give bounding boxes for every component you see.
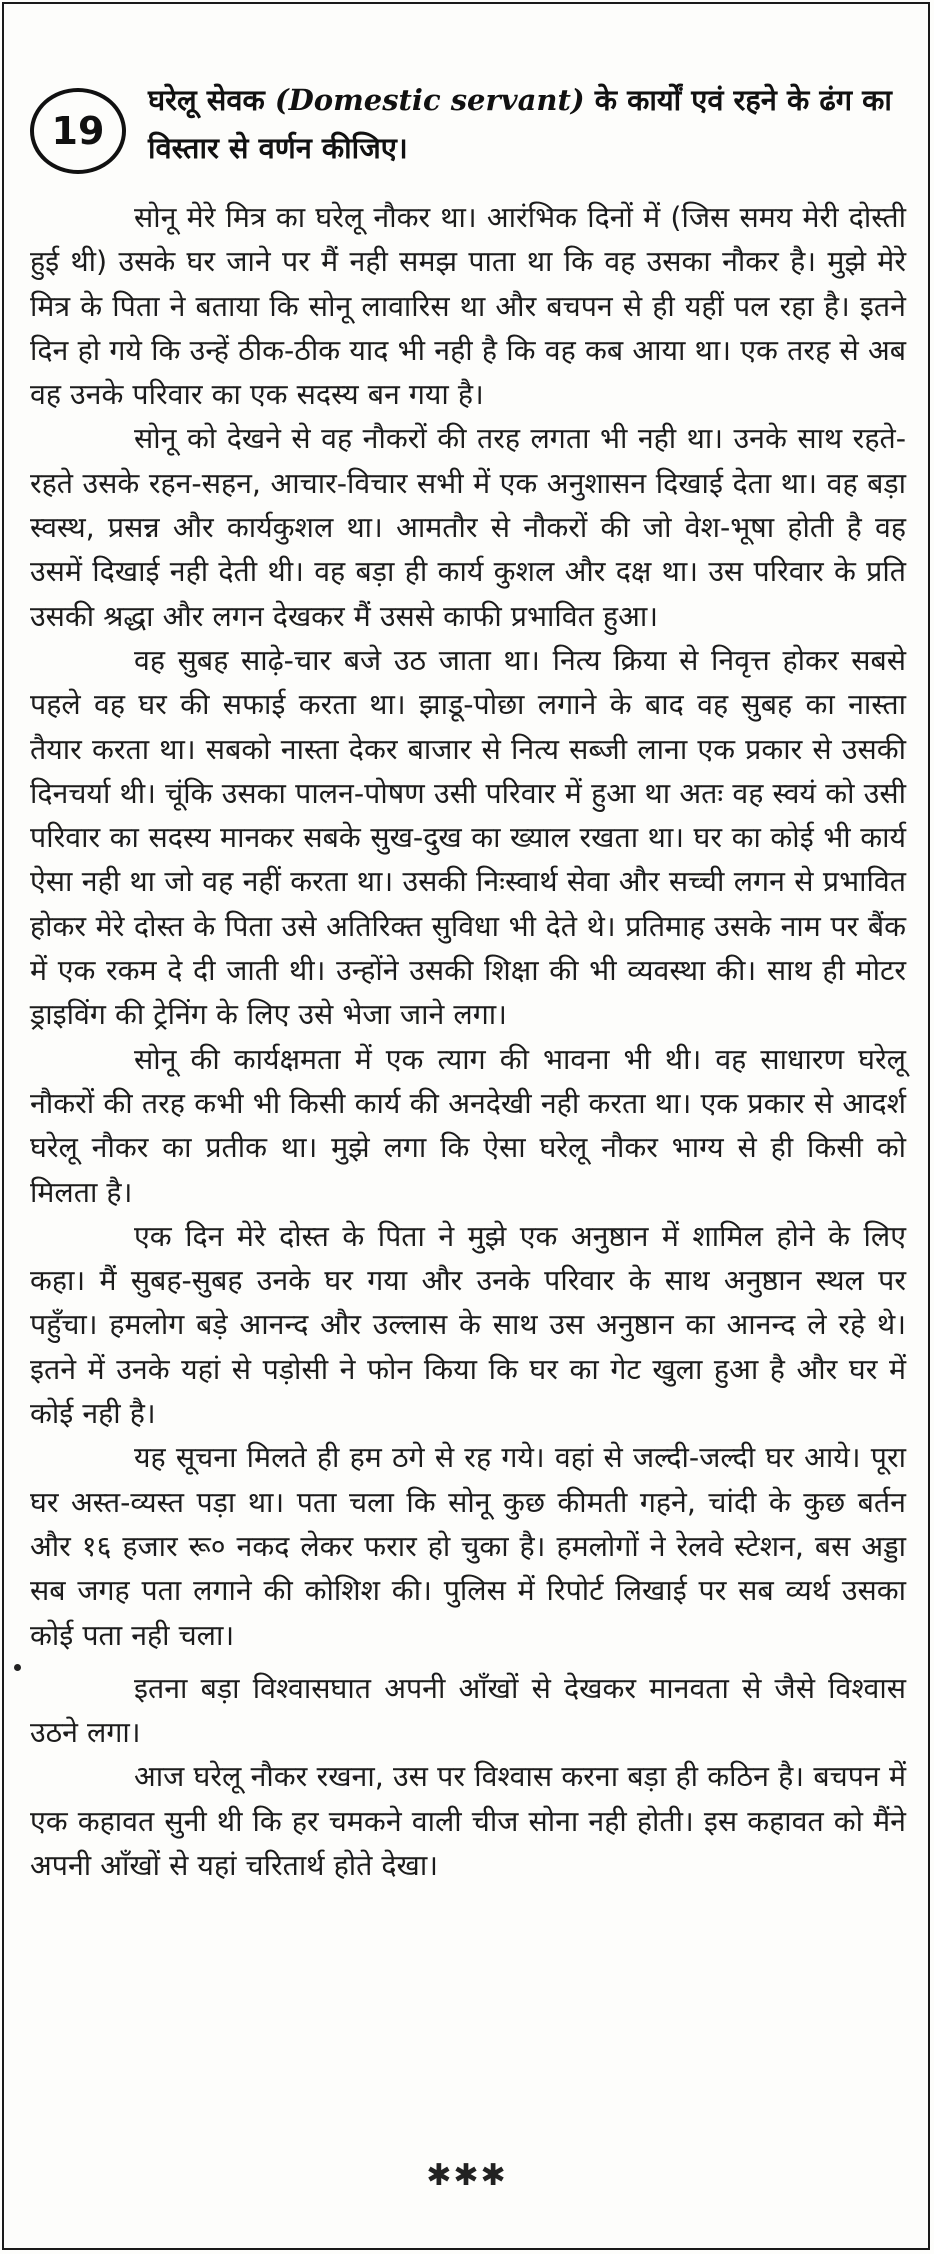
question-number-badge: 19 bbox=[30, 88, 126, 174]
paragraph-2: सोनू को देखने से वह नौकरों की तरह लगता भी नही था। उनके साथ रहते-रहते उसके रहन-सहन, आचार-विचार सभी में एक अनुशासन दिखाई देता था। वह बड़ा स्वस्थ, प्रसन्न और कार्यकुशल था। आमतौर से नौकरों की जो वेश-भूषा होती है वह उसमें दिखाई नही देती थी। वह बड़ा ही कार्य कुशल और दक्ष था। उस परिवार के प्रति उसकी श्रद्धा और लगन देखकर मैं उससे काफी प्रभावित हुआ। bbox=[30, 422, 906, 633]
question-title-hi-part2: के कार्यों एवं रहने के ढंग का विस्तार से वर्णन कीजिए। bbox=[148, 83, 892, 165]
question-title bbox=[148, 76, 918, 172]
question-header bbox=[30, 70, 910, 180]
paragraph-7: इतना बड़ा विश्वासघात अपनी आँखों से देखकर मानवता से जैसे विश्वास उठने लगा। bbox=[30, 1671, 906, 1750]
paragraph-6: यह सूचना मिलते ही हम ठगे से रह गये। वहां से जल्दी-जल्दी घर आये। पूरा घर अस्त-व्यस्त पड़ा था। पता चला कि सोनू कुछ कीमती गहने, चांदी के कुछ बर्तन और १६ हजार रू० नकद लेकर फरार हो चुका है। हमलोगों ने रेलवे स्टेशन, बस अड्डा सब जगह पता लगाने की कोशिश की। पुलिस में रिपोर्ट लिखाई पर सब व्यर्थ उसका कोई पता नही चला। bbox=[30, 1441, 906, 1652]
question-title-english: (Domestic servant) bbox=[274, 83, 585, 117]
question-title-hi-part1: घरेलू सेवक bbox=[148, 83, 275, 117]
end-ornament: ✱✱✱ bbox=[426, 2158, 508, 2193]
essay-body bbox=[30, 196, 906, 1888]
stray-mark bbox=[14, 1664, 21, 1671]
paragraph-8: आज घरेलू नौकर रखना, उस पर विश्वास करना बड़ा ही कठिन है। बचपन में एक कहावत सुनी थी कि हर चमकने वाली चीज सोना नही होती। इस कहावत को मैंने अपनी आँखों से यहां चरितार्थ होते देखा। bbox=[30, 1760, 906, 1882]
paragraph-4: सोनू की कार्यक्षमता में एक त्याग की भावना भी थी। वह साधारण घरेलू नौकरों की तरह कभी भी किसी कार्य की अनदेखी नही करता था। एक प्रकार से आदर्श घरेलू नौकर का प्रतीक था। मुझे लगा कि ऐसा घरेलू नौकर भाग्य से ही किसी को मिलता है। bbox=[30, 1042, 906, 1209]
paragraph-3: वह सुबह साढ़े-चार बजे उठ जाता था। नित्य क्रिया से निवृत्त होकर सबसे पहले वह घर की सफाई करता था। झाडू-पोछा लगाने के बाद वह सुबह का नास्ता तैयार करता था। सबको नास्ता देकर बाजार से नित्य सब्जी लाना एक प्रकार से उसकी दिनचर्या थी। चूंकि उसका पालन-पोषण उसी परिवार में हुआ था अतः वह स्वयं को उसी परिवार का सदस्य मानकर सबके सुख-दुख का ख्याल रखता था। घर का कोई भी कार्य ऐसा नही था जो वह नहीं करता था। उसकी निःस्वार्थ सेवा और सच्ची लगन से प्रभावित होकर मेरे दोस्त के पिता उसे अतिरिक्त सुविधा भी देते थे। प्रतिमाह उसके नाम पर बैंक में एक रकम दे दी जाती थी। उन्होंने उसकी शिक्षा की भी व्यवस्था की। साथ ही मोटर ड्राइविंग की ट्रेनिंग के लिए उसे भेजा जाने लगा। bbox=[30, 643, 906, 1032]
paragraph-1: सोनू मेरे मित्र का घरेलू नौकर था। आरंभिक दिनों में (जिस समय मेरी दोस्ती हुई थी) उसके घर जाने पर मैं नही समझ पाता था कि वह उसका नौकर है। मुझे मेरे मित्र के पिता ने बताया कि सोनू लावारिस था और बचपन से ही यहीं पल रहा है। इतने दिन हो गये कि उन्हें ठीक-ठीक याद भी नही है कि वह कब आया था। एक तरह से अब वह उनके परिवार का एक सदस्य बन गया है। bbox=[30, 201, 906, 412]
paragraph-5: एक दिन मेरे दोस्त के पिता ने मुझे एक अनुष्ठान में शामिल होने के लिए कहा। मैं सुबह-सुबह उनके घर गया और उनके परिवार के साथ अनुष्ठान स्थल पर पहुँचा। हमलोग बड़े आनन्द और उल्लास के साथ उस अनुष्ठान का आनन्द ले रहे थे। इतने में उनके यहां से पड़ोसी ने फोन किया कि घर का गेट खुला हुआ है और घर में कोई नही है। bbox=[30, 1219, 906, 1431]
